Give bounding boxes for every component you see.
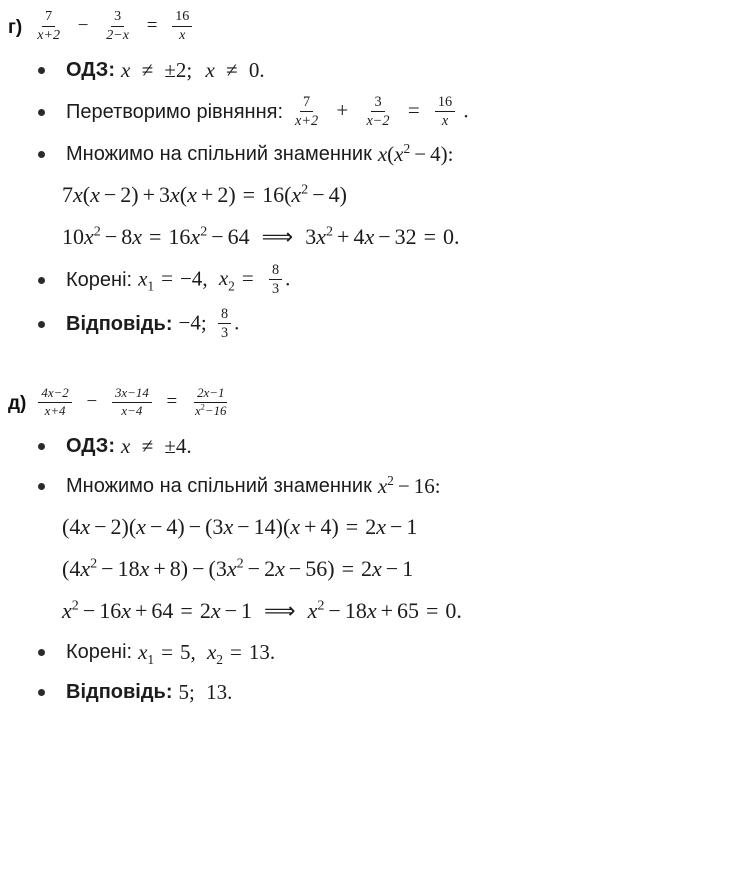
- numerator: 3: [111, 9, 124, 27]
- equation-line-d-3: [0, 590, 741, 632]
- problem-g-results: [0, 258, 741, 346]
- operator-minus: −: [77, 15, 89, 37]
- operator-equals: =: [146, 15, 158, 37]
- equation-text: $7x(x - 2) + 3x(x + 2) = 16(x^2 - 4)$: [62, 181, 347, 207]
- fraction-7-over-x-plus-2: [292, 94, 321, 129]
- denominator: $x^2-16$: [195, 402, 227, 418]
- operator-plus: +: [336, 97, 349, 122]
- section-spacer: [0, 346, 741, 376]
- fraction-16-over-x: [172, 9, 192, 44]
- equation-line-d-2: [0, 548, 741, 590]
- fraction-8-over-3: [269, 262, 282, 297]
- step-multiply-g: [0, 134, 741, 174]
- denominator: x: [441, 112, 449, 129]
- answer-label: Відповідь:: [66, 680, 173, 703]
- answer-math: −4; $\frac{8}{3}$ .: [178, 305, 240, 341]
- step-label: Корені:: [66, 640, 133, 663]
- step-answer-d: [0, 672, 741, 712]
- denominator: x+4: [44, 402, 66, 418]
- period: .: [463, 97, 469, 122]
- step-math: $x_1 = 5$, $x_2 = 13$.: [138, 639, 276, 667]
- colon: :: [447, 141, 454, 166]
- equation-text: $10x^2 - 8x = 16x^2 - 64$ ⟹ $3x^2 + 4x - 32 = 0$.: [62, 223, 460, 249]
- problem-d: [0, 376, 741, 712]
- operator-minus: −: [86, 391, 98, 413]
- numerator: 7: [300, 94, 313, 112]
- numerator: 3: [371, 94, 384, 112]
- bullet-icon: [38, 689, 45, 696]
- step-math: $x(x^2 - 4)$:: [377, 140, 454, 166]
- problem-d-header: [0, 376, 741, 426]
- variable-x-2: x: [205, 57, 215, 82]
- operator-equals: =: [166, 391, 178, 413]
- numerator: 4x−2: [38, 386, 71, 402]
- step-math: $x^2 - 16$:: [377, 472, 441, 498]
- not-equal-icon: ≠: [141, 433, 154, 458]
- root-x1: −4: [179, 265, 203, 290]
- bullet-icon: [38, 321, 45, 328]
- denominator: x−2: [366, 112, 390, 129]
- step-roots-g: [0, 258, 741, 302]
- value-2: 0.: [248, 57, 265, 82]
- fraction-2x-minus-1-over-x2-minus-16: [192, 386, 229, 418]
- problem-g: [0, 0, 741, 346]
- bullet-icon: [38, 109, 45, 116]
- fraction-3-over-x-minus-2: [363, 94, 392, 129]
- problem-d-label: д): [8, 392, 27, 414]
- step-label: ОДЗ:: [66, 58, 115, 81]
- problem-g-header: [0, 0, 741, 50]
- denominator: x−4: [121, 402, 143, 418]
- root-x2: 13: [248, 639, 270, 664]
- equation-text: (4x − 2)(x − 4) − (3x − 14)(x + 4) = 2x − 1: [62, 514, 418, 539]
- problem-d-steps: [0, 426, 741, 506]
- numerator: 16: [172, 9, 192, 27]
- step-domain-g: [0, 50, 741, 90]
- operator-equals: =: [407, 97, 420, 122]
- numerator: 7: [42, 9, 55, 27]
- denominator: x+2: [295, 112, 319, 129]
- answer-label: Відповідь:: [66, 312, 173, 335]
- denominator: 2−x: [106, 26, 129, 43]
- bullet-icon: [38, 151, 45, 158]
- step-math: [121, 58, 265, 83]
- not-equal-icon: ≠: [141, 57, 154, 82]
- denominator: 3: [220, 324, 229, 341]
- fraction-7-over-x-plus-2: [34, 9, 63, 44]
- fraction-16-over-x: [435, 94, 455, 129]
- bullet-icon: [38, 67, 45, 74]
- denominator: x+2: [37, 26, 60, 43]
- problem-g-steps: [0, 50, 741, 174]
- step-math: [289, 95, 469, 130]
- step-label: Множимо на спільний знаменник: [66, 142, 372, 165]
- equation-text: $x^2 - 16x + 64 = 2x - 1$ ⟹ $x^2 - 18x + 65 = 0$.: [62, 597, 462, 623]
- equation-line-d-1: [0, 506, 741, 548]
- not-equal-icon-2: ≠: [226, 57, 238, 82]
- bullet-icon: [38, 483, 45, 490]
- answer-value-1: 5;: [178, 679, 195, 704]
- problem-d-equation: [35, 387, 232, 419]
- answer-math: [179, 680, 233, 705]
- bullet-icon: [38, 649, 45, 656]
- equation-line-g-2: [0, 216, 741, 258]
- step-domain-d: [0, 426, 741, 466]
- fraction-4x-minus-2-over-x-plus-4: [38, 386, 71, 418]
- numerator: 8: [269, 262, 282, 280]
- numerator: 2x−1: [194, 386, 227, 402]
- answer-value-1: −4;: [178, 309, 207, 334]
- value: ±2;: [164, 57, 193, 82]
- problem-g-label: г): [8, 16, 23, 38]
- colon: :: [434, 473, 441, 498]
- problem-d-results: [0, 632, 741, 712]
- answer-value-2: 13.: [206, 679, 233, 704]
- denominator: 3: [271, 280, 280, 297]
- step-transform-g: [0, 90, 741, 134]
- step-multiply-d: [0, 466, 741, 506]
- fraction-3x-minus-14-over-x-minus-4: [112, 386, 152, 418]
- step-math: [121, 434, 192, 459]
- variable-x: x: [120, 433, 131, 458]
- equation-text: $(4x^2 - 18x + 8) - (3x^2 - 2x - 56) = 2x - 1$: [62, 555, 414, 581]
- numerator: 8: [218, 306, 231, 324]
- step-label: Корені:: [66, 268, 133, 291]
- problem-g-equation: [31, 7, 195, 45]
- step-roots-d: [0, 632, 741, 672]
- step-answer-g: [0, 302, 741, 346]
- step-label: Множимо на спільний знаменник: [66, 474, 372, 497]
- step-label: Перетворимо рівняння:: [66, 100, 284, 123]
- numerator: 3x−14: [112, 386, 152, 402]
- fraction-8-over-3: [218, 306, 231, 341]
- step-math: $x_1 = -4$, $x_2$ = $\frac{8}{3}$ .: [138, 261, 291, 297]
- root-x1: 5: [179, 639, 191, 664]
- variable-x: x: [120, 57, 131, 82]
- numerator: 16: [435, 94, 455, 112]
- bullet-icon: [38, 443, 45, 450]
- bullet-icon: [38, 277, 45, 284]
- value: ±4.: [164, 433, 192, 458]
- equation-line-g-1: [0, 174, 741, 216]
- denominator: x: [179, 26, 186, 43]
- step-label: ОДЗ:: [66, 434, 115, 457]
- fraction-3-over-2-minus-x: [103, 9, 132, 44]
